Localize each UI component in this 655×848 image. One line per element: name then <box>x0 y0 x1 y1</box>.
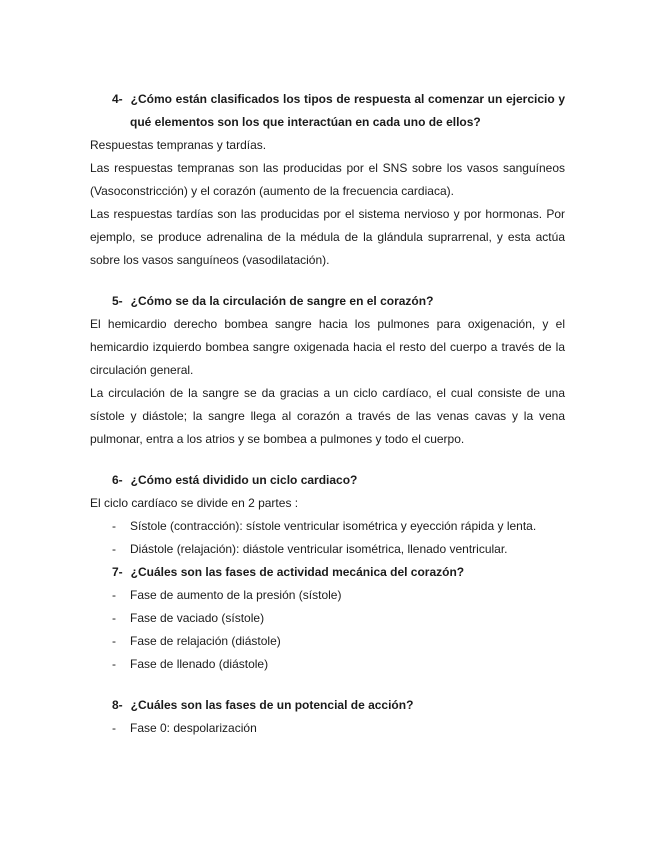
question-6-number: 6- <box>112 473 123 487</box>
list-item-text: Fase 0: despolarización <box>130 721 257 735</box>
answer-paragraph: Las respuestas tardías son las producidas por el sistema nervioso y por hormonas. Por ejemplo, se produce adrenalina de la médula de la glándula suprarrenal, y esta actúa sobre los vasos sanguíneos (vasodilatación). <box>90 207 565 267</box>
list-marker: - <box>112 588 116 602</box>
question-8-heading <box>90 694 565 717</box>
answer-paragraph: El ciclo cardíaco se divide en 2 partes : <box>90 496 299 510</box>
question-5-number: 5- <box>112 294 123 308</box>
list-marker: - <box>112 721 116 735</box>
answer-paragraph: El hemicardio derecho bombea sangre hacia los pulmones para oxigenación, y el hemicardio izquierdo bombea sangre oxigenada hacia el resto del cuerpo a través de la circulación general. <box>90 317 565 377</box>
answer-paragraph: La circulación de la sangre se da gracias a un ciclo cardíaco, el cual consiste de una sístole y diástole; la sangre llega al corazón a través de las venas cavas y la vena pulmonar, entra a los atrios y se bombea a pulmones y todo el cuerpo. <box>90 386 565 446</box>
answer-paragraph: Respuestas tempranas y tardías. <box>90 138 267 152</box>
list-item-text: Fase de llenado (diástole) <box>130 657 269 671</box>
list-item <box>90 515 565 538</box>
question-7-text: ¿Cuáles son las fases de actividad mecánica del corazón? <box>130 565 465 579</box>
question-5-heading <box>90 290 565 313</box>
list-item <box>90 538 565 561</box>
list-marker: - <box>112 634 116 648</box>
list-item <box>90 653 565 676</box>
list-item <box>90 630 565 653</box>
list-item <box>90 584 565 607</box>
list-item-text: Diástole (relajación): diástole ventricular isométrica, llenado ventricular. <box>130 542 508 556</box>
list-marker: - <box>112 519 116 533</box>
question-5-text: ¿Cómo se da la circulación de sangre en el corazón? <box>130 294 434 308</box>
section-question-7 <box>90 561 565 676</box>
question-4-number: 4- <box>112 92 123 106</box>
list-marker: - <box>112 542 116 556</box>
section-question-5 <box>90 290 565 451</box>
question-7-heading <box>90 561 565 584</box>
question-8-text: ¿Cuáles son las fases de un potencial de acción? <box>130 698 414 712</box>
question-4-heading <box>90 88 565 134</box>
question-8-number: 8- <box>112 698 123 712</box>
section-question-4 <box>90 88 565 272</box>
question-7-number: 7- <box>112 565 123 579</box>
question-6-heading <box>90 469 565 492</box>
question-4-text: ¿Cómo están clasificados los tipos de respuesta al comenzar un ejercicio y qué elementos son los que interactúan en cada uno de ellos? <box>130 92 565 129</box>
section-question-8 <box>90 694 565 740</box>
list-item-text: Fase de relajación (diástole) <box>130 634 281 648</box>
list-item <box>90 607 565 630</box>
section-question-6 <box>90 469 565 561</box>
list-marker: - <box>112 657 116 671</box>
answer-paragraph: Las respuestas tempranas son las producidas por el SNS sobre los vasos sanguíneos (Vasoconstricción) y el corazón (aumento de la frecuencia cardiaca). <box>90 161 565 198</box>
list-item-text: Fase de vaciado (sístole) <box>130 611 265 625</box>
question-6-text: ¿Cómo está dividido un ciclo cardiaco? <box>130 473 358 487</box>
list-item <box>90 717 565 740</box>
list-marker: - <box>112 611 116 625</box>
list-item-text: Fase de aumento de la presión (sístole) <box>130 588 342 602</box>
list-item-text: Sístole (contracción): sístole ventricular isométrica y eyección rápida y lenta. <box>130 519 537 533</box>
